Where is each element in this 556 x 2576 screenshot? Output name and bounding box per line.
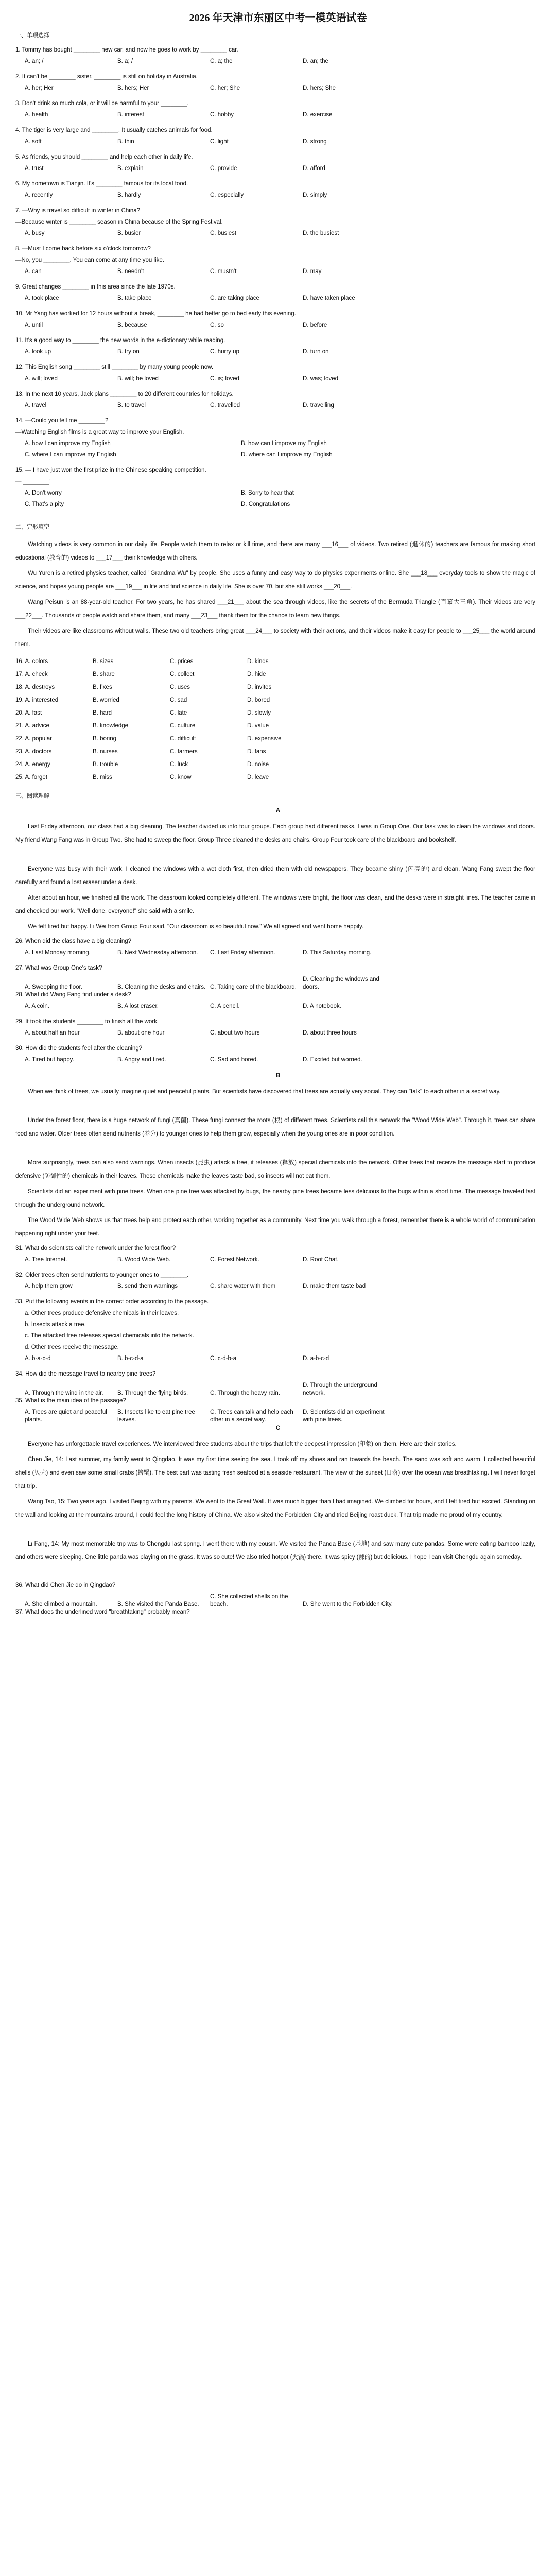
mcq-options [25,268,488,276]
option[interactable]: C. difficult [170,736,196,742]
option[interactable]: B. share [93,671,115,677]
option[interactable]: D. before [303,322,327,328]
option[interactable]: C. prices [170,658,194,665]
option[interactable]: C. sad [170,697,187,703]
reading-b-question: 32. Older trees often send nutrients to younger ones to ________. [15,1272,189,1278]
option[interactable]: D. value [247,723,269,729]
option[interactable]: 24. A. energy [15,761,50,768]
option[interactable]: A. look up [25,349,51,355]
option[interactable]: B. explain [117,165,144,172]
option[interactable]: B. needn't [117,268,144,275]
reading-b-question: 34. How did the message travel to nearby pine trees? [15,1371,156,1377]
option[interactable]: A. an; / [25,58,44,64]
mcq-question: 15. — I have just won the first prize in the Chinese speaking competition. [15,467,206,473]
option[interactable]: 17. A. check [15,671,48,677]
option[interactable]: B. trouble [93,761,118,768]
option[interactable]: D. leave [247,774,269,781]
option[interactable]: C. provide [210,165,237,172]
option[interactable]: B. try on [117,349,140,355]
reading-b-list-item: b. Insects attack a tree. [25,1321,86,1328]
option[interactable]: B. interest [117,112,144,118]
passage-a-paragraph: Everyone was busy with their work. I cleaned the windows with a wet cloth first, then dried them with old newspapers. They became shiny (闪亮的) and clean. Wang Fang swept the floor carefully and found a lost eraser under a desk. [15,866,535,886]
reading-b-list-item: d. Other trees receive the message. [25,1344,119,1350]
option[interactable]: B. Angry and tired. [117,1057,166,1063]
reading-c-question: 36. What did Chen Jie do in Qingdao? [15,1582,116,1588]
cloze-option-row [15,668,479,681]
passage-c-paragraph: Li Fang, 14: My most memorable trip was to Chengdu last spring. I went there with my cousin. We visited the Panda Base (基地) and saw many cute pandas. Some were eating bamboo lazily, and others were sleeping. One little panda was playing on the grass. It was so cute! We also tried hotpot (火锅) there. It was spicy (辣的) but delicious. I hope I can visit Chengdu again someday. [15,1541,535,1561]
passage-c-paragraph: Wang Tao, 15: Two years ago, I visited Beijing with my parents. We went to the Great Wall. It was much bigger than I had imagined. We climbed for hours, and I felt tired but excited. Standing on the wall and looking at the mountains around, I could feel the long history of China. We also visited the Forbidden City and tried Beijing roast duck. That trip made me proud of my country. [15,1499,535,1518]
option[interactable]: D. about three hours [303,1030,357,1036]
reading-a-options [25,1003,488,1010]
reading-b-options [25,1382,488,1397]
cloze-option-row [15,733,479,745]
option[interactable]: A. trust [25,165,44,172]
option[interactable]: B. about one hour [117,1030,165,1036]
option[interactable]: C. late [170,710,187,716]
option[interactable]: C. Taking care of the blackboard. [210,984,297,990]
mcq-question: 6. My hometown is Tianjin. It's ________ famous for its local food. [15,181,188,187]
option[interactable]: D. fans [247,749,266,755]
mcq-question: 8. —Must I come back before six o'clock tomorrow? [15,246,151,252]
option[interactable]: B. b-c-d-a [117,1355,144,1362]
reading-b-question: 31. What do scientists call the network under the forest floor? [15,1245,176,1251]
option[interactable]: A. until [25,322,43,328]
mcq-options [25,348,488,356]
reading-b-question: 33. Put the following events in the correct order according to the passage. [15,1299,209,1305]
option[interactable]: D. strong [303,139,327,145]
cloze-paragraph: Wang Peisun is an 88-year-old teacher. For two years, he has shared ___21___ about the sea through videos, like the secrets of the Bermuda Triangle (百慕大三角). Their videos are very ___22___. Thousands of people watch and share them, and many ___23___ thank them for the chance to learn new things. [15,599,535,619]
option[interactable]: D. Through the underground network. [303,1382,377,1396]
page-title: 2026 年天津市东丽区中考一模英语试卷 [189,12,367,24]
option[interactable]: C. light [210,139,229,145]
option[interactable]: A. travel [25,402,47,409]
option[interactable]: 18. A. destroys [15,684,55,690]
option[interactable]: C. Trees can talk and help each other in a secret way. [210,1409,293,1423]
option[interactable]: D. Root Chat. [303,1257,339,1263]
option[interactable]: B. Sorry to hear that [241,490,294,496]
mcq-options [25,165,488,173]
passage-label-c: C [275,1424,281,1431]
mcq-options [25,375,488,383]
cloze-option-row [15,771,479,784]
option[interactable]: C. A pencil. [210,1003,240,1009]
reading-b-options [25,1409,488,1424]
option[interactable]: C. hurry up [210,349,239,355]
option[interactable]: A. her; Her [25,85,54,91]
option[interactable]: D. bored [247,697,270,703]
option[interactable]: D. exercise [303,112,333,118]
option[interactable]: 22. A. popular [15,736,52,742]
cloze-option-row [15,707,479,720]
option[interactable]: A. will; loved [25,376,58,382]
option[interactable]: A. Last Monday morning. [25,950,91,956]
option[interactable]: C. Through the heavy rain. [210,1390,280,1396]
reading-a-question: 26. When did the class have a big cleaning? [15,938,132,944]
passage-b-paragraph: When we think of trees, we usually imagine quiet and peaceful plants. But scientists have discovered that trees are actually very social. They can "talk" to each other in a secret way. [28,1089,501,1095]
option[interactable]: B. hers; Her [117,85,149,91]
option[interactable]: D. Scientists did an experiment with pine trees. [303,1409,385,1423]
option[interactable]: C. uses [170,684,190,690]
option[interactable]: C. busiest [210,230,237,236]
mcq-options [25,84,488,92]
mcq-question: 9. Great changes ________ in this area since the late 1970s. [15,284,176,290]
option[interactable]: C. farmers [170,749,198,755]
option[interactable]: A. help them grow [25,1283,73,1290]
mcq-question: 2. It can't be ________ sister. ________ is still on holiday in Australia. [15,74,198,80]
option[interactable]: D. Cleaning the windows and doors. [303,976,379,990]
option[interactable]: D. travelling [303,402,334,409]
section-cloze: 二、完形填空 [15,524,49,530]
mcq-options [25,402,488,410]
option[interactable]: B. Next Wednesday afternoon. [117,950,198,956]
option[interactable]: C. about two hours [210,1030,260,1036]
option[interactable]: D. make them taste bad [303,1283,366,1290]
option[interactable]: A. Don't worry [25,490,62,496]
option[interactable]: 23. A. doctors [15,749,52,755]
mcq-question: —No, you ________. You can come at any time you like. [15,257,164,263]
option[interactable]: D. She went to the Forbidden City. [303,1601,393,1607]
option[interactable]: C. mustn't [210,268,237,275]
cloze-option-row [15,758,479,771]
option[interactable]: D. may [303,268,322,275]
option[interactable]: 19. A. interested [15,697,59,703]
option[interactable]: A. She climbed a mountain. [25,1601,97,1607]
option[interactable]: C. That's a pity [25,501,64,507]
option[interactable]: C. luck [170,761,188,768]
reading-b-list-item: a. Other trees produce defensive chemicals in their leaves. [25,1310,179,1316]
mcq-question: 7. —Why is travel so difficult in winter in China? [15,208,141,214]
option[interactable]: C. Last Friday afternoon. [210,950,275,956]
option[interactable]: C. is; loved [210,376,239,382]
mcq-options [25,501,488,509]
reading-a-options [25,976,488,991]
section-reading: 三、阅读理解 [15,793,49,799]
option[interactable]: B. Through the flying birds. [117,1390,188,1396]
option[interactable]: B. a; / [117,58,133,64]
mcq-options [25,295,488,302]
option[interactable]: D. the busiest [303,230,339,236]
cloze-option-row [15,745,479,758]
mcq-options [25,58,488,65]
mcq-question: 5. As friends, you should ________ and help each other in daily life. [15,154,193,160]
option[interactable]: B. hard [93,710,112,716]
reading-b-options [25,1283,488,1291]
reading-b-list-item: c. The attacked tree releases special chemicals into the network. [25,1333,194,1339]
option[interactable]: A. can [25,268,42,275]
option[interactable]: B. take place [117,295,152,301]
passage-c-paragraph: Chen Jie, 14: Last summer, my family went to Qingdao. It was my first time seeing the sea. I took off my shoes and ran towards the beach. The sand was soft and warm. I collected beautiful shells (贝壳) and even saw some small crabs (螃蟹). The best part was tasting fresh seafood at a seaside restaurant. The view of the sunset (日落) over the ocean was breathtaking. I will never forget that trip. [15,1456,535,1489]
reading-c-question: 37. What does the underlined word "breathtaking" probably mean? [15,1609,190,1615]
mcq-options [25,321,488,329]
reading-b-options [25,1355,488,1363]
option[interactable]: D. afford [303,165,325,172]
option[interactable]: C. Forest Network. [210,1257,259,1263]
mcq-question: 11. It's a good way to ________ the new words in the e-dictionary while reading. [15,337,225,344]
option[interactable]: 16. A. colors [15,658,48,665]
mcq-options [25,440,488,448]
option[interactable]: C. her; She [210,85,240,91]
option[interactable]: B. busier [117,230,141,236]
option[interactable]: D. a-b-c-d [303,1355,329,1362]
cloze-option-row [15,694,479,707]
option[interactable]: B. to travel [117,402,146,409]
option[interactable]: B. how can I improve my English [241,440,327,447]
option[interactable]: 20. A. fast [15,710,42,716]
option[interactable]: B. send them warnings [117,1283,178,1290]
option[interactable]: A. b-a-c-d [25,1355,51,1362]
mcq-question: 1. Tommy has bought ________ new car, and now he goes to work by ________ car. [15,47,238,53]
option[interactable]: D. Congratulations [241,501,290,507]
passage-a-paragraph: After about an hour, we finished all the work. The classroom looked completely different. The windows were bright, the floor was clean, and the desks were in straight lines. The teacher came in and checked our work. "Well done, everyone!" she said with a smile. [15,895,535,914]
option[interactable]: A. Trees are quiet and peaceful plants. [25,1409,107,1423]
option[interactable]: C. so [210,322,224,328]
option[interactable]: D. an; the [303,58,328,64]
option[interactable]: 25. A. forget [15,774,48,781]
option[interactable]: D. This Saturday morning. [303,950,372,956]
option[interactable]: C. She collected shells on the beach. [210,1594,288,1607]
option[interactable]: 21. A. advice [15,723,49,729]
passage-b-paragraph: Scientists did an experiment with pine trees. When one pine tree was attacked by bugs, the nearby pine trees became less delicious to the bugs within a short time. The message traveled fast through the underground network. [15,1189,535,1208]
option[interactable]: C. travelled [210,402,240,409]
option[interactable]: B. hardly [117,192,141,198]
option[interactable]: D. turn on [303,349,329,355]
reading-a-options [25,1029,488,1037]
cloze-option-row [15,681,479,694]
option[interactable]: B. boring [93,736,117,742]
option[interactable]: D. noise [247,761,269,768]
reading-b-question: 35. What is the main idea of the passage? [15,1398,126,1404]
option[interactable]: D. hers; She [303,85,336,91]
reading-a-question: 27. What was Group One's task? [15,965,102,971]
option[interactable]: D. slowly [247,710,271,716]
option[interactable]: C. are taking place [210,295,259,301]
mcq-question: —Watching English films is a great way to improve your English. [15,429,184,435]
option[interactable]: C. a; the [210,58,233,64]
mcq-options [25,489,488,497]
option[interactable]: B. A lost eraser. [117,1003,159,1009]
option[interactable]: B. worried [93,697,119,703]
reading-a-question: 28. What did Wang Fang find under a desk? [15,992,131,998]
cloze-paragraph: Watching videos is very common in our daily life. People watch them to relax or kill time, and there are many ___16___ of videos. Two retired (退休的) teachers are famous for making short educational (教育的) videos to ___17___ their knowledge with others. [15,541,535,561]
option[interactable]: A. how I can improve my English [25,440,111,447]
option[interactable]: C. share water with them [210,1283,276,1290]
option[interactable]: C. c-d-b-a [210,1355,237,1362]
mcq-question: 12. This English song ________ still ________ by many young people now. [15,364,214,370]
option[interactable]: B. Insects like to eat pine tree leaves. [117,1409,195,1423]
option[interactable]: B. will; be loved [117,376,159,382]
option[interactable]: C. especially [210,192,244,198]
option[interactable]: C. culture [170,723,196,729]
option[interactable]: D. A notebook. [303,1003,341,1009]
option[interactable]: B. fixes [93,684,112,690]
option[interactable]: B. sizes [93,658,114,665]
reading-b-options [25,1256,488,1264]
mcq-options [25,230,488,238]
passage-b-paragraph: More surprisingly, trees can also send warnings. When insects (昆虫) attack a tree, it releases (释放) special chemicals into the network. Other trees that receive the message start to produce defensive (防御性的) chemicals in their leaves. These chemicals make the leaves taste bad, so insects will not eat them. [15,1160,535,1179]
mcq-question: 4. The tiger is very large and ________. It usually catches animals for food. [15,127,213,133]
option[interactable]: C. know [170,774,192,781]
option[interactable]: D. have taken place [303,295,355,301]
passage-c-paragraph: Everyone has unforgettable travel experiences. We interviewed three students about the trips that left the deepest impression (印象) on them. Here are their stories. [28,1441,457,1447]
option[interactable]: D. hide [247,671,266,677]
mcq-question: — ________! [15,479,51,485]
option[interactable]: B. nurses [93,749,118,755]
passage-b-paragraph: The Wood Wide Web shows us that trees help and protect each other, working together as a community. Next time you walk through a forest, remember there is a whole world of communication happening right under your feet. [15,1217,535,1237]
option[interactable]: D. expensive [247,736,282,742]
passage-a-paragraph: We felt tired but happy. Li Wei from Group Four said, "Our classroom is so beautiful now." We all agreed and went home happily. [28,924,364,930]
option[interactable]: B. miss [93,774,112,781]
option[interactable]: A. A coin. [25,1003,49,1009]
option[interactable]: D. where can I improve my English [241,452,333,458]
cloze-paragraph: Their videos are like classrooms without walls. These two old teachers bring great ___24___ to society with their actions, and their videos make it easy for people to ___25___ the world around them. [15,628,535,648]
option[interactable]: D. invites [247,684,272,690]
option[interactable]: B. She visited the Panda Base. [117,1601,199,1607]
mcq-question: 14. —Could you tell me ________? [15,418,109,424]
option[interactable]: B. thin [117,139,134,145]
option[interactable]: B. knowledge [93,723,129,729]
mcq-options [25,192,488,199]
reading-a-options [25,1056,488,1064]
option[interactable]: C. hobby [210,112,234,118]
option[interactable]: A. health [25,112,48,118]
mcq-options [25,111,488,119]
option[interactable]: B. Wood Wide Web. [117,1257,171,1263]
cloze-option-row [15,720,479,733]
reading-c-options [25,1593,488,1608]
option[interactable]: D. simply [303,192,327,198]
reading-a-options [25,949,488,957]
option[interactable]: A. Through the wind in the air. [25,1390,103,1396]
passage-b-paragraph: Under the forest floor, there is a huge network of fungi (真菌). These fungi connect the roots (根) of different trees. Scientists call this network the "Wood Wide Web". Through it, trees can share food and water. Older trees often send nutrients (养分) to younger ones to help them grow, especially when the young ones are in poor condition. [15,1117,535,1137]
mcq-options [25,138,488,146]
mcq-options [25,451,488,459]
mcq-question: 13. In the next 10 years, Jack plans ________ to 20 different countries for holidays. [15,391,234,397]
option[interactable]: A. soft [25,139,42,145]
passage-a-paragraph: Last Friday afternoon, our class had a big cleaning. The teacher divided us into four groups. Each group had different tasks. I was in Group One. Our task was to clean the windows and doors. My friend Wang Fang was in Group Two. She had to sweep the floor. Group Three cleaned the desks and chairs. Group Four took care of the blackboard and bookshelf. [15,824,535,843]
option[interactable]: A. Sweeping the floor. [25,984,82,990]
option[interactable]: A. Tired but happy. [25,1057,74,1063]
option[interactable]: A. busy [25,230,45,236]
section-single-choice: 一、单项选择 [15,32,49,39]
option[interactable]: B. Cleaning the desks and chairs. [117,984,206,990]
reading-a-question: 29. It took the students ________ to finish all the work. [15,1019,159,1025]
option[interactable]: A. about half an hour [25,1030,80,1036]
cloze-paragraph: Wu Yuren is a retired physics teacher, called "Grandma Wu" by people. She uses a funny and easy way to do physics experiments online. She ___18___ everyday tools to show the magic of science, and hopes young people are ___19___ in life and find science in daily life. She is over 70, but she still works ___20___. [15,570,535,590]
cloze-option-row [15,655,479,668]
mcq-question: 3. Don't drink so much cola, or it will be harmful to your ________. [15,100,189,107]
option[interactable]: C. where I can improve my English [25,452,116,458]
reading-a-question: 30. How did the students feel after the cleaning? [15,1045,143,1052]
mcq-question: 10. Mr Yang has worked for 12 hours without a break, ________ he had better go to bed early this evening. [15,311,296,317]
option[interactable]: A. took place [25,295,59,301]
option[interactable]: D. was; loved [303,376,339,382]
option[interactable]: D. Excited but worried. [303,1057,362,1063]
option[interactable]: A. Tree Internet. [25,1257,67,1263]
option[interactable]: C. Sad and bored. [210,1057,258,1063]
option[interactable]: A. recently [25,192,53,198]
option[interactable]: C. collect [170,671,195,677]
passage-label-a: A [275,807,281,814]
passage-label-b: B [275,1072,281,1079]
mcq-question: —Because winter is ________ season in China because of the Spring Festival. [15,219,223,225]
option[interactable]: D. kinds [247,658,269,665]
option[interactable]: B. because [117,322,147,328]
